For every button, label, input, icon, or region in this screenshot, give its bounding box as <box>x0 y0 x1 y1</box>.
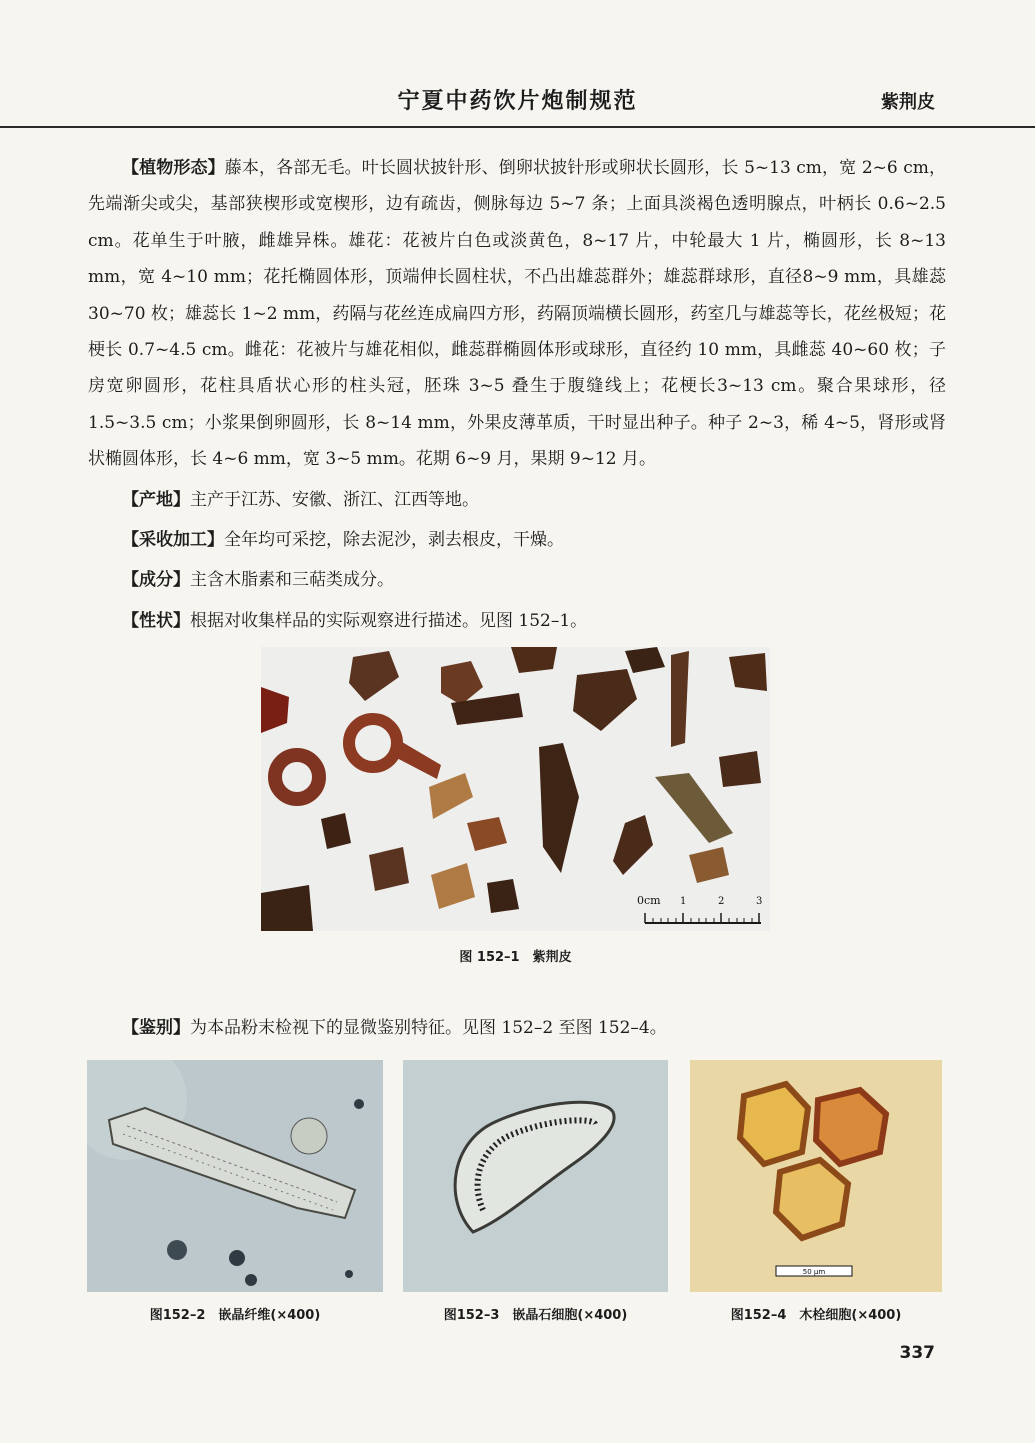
section-origin <box>88 482 946 518</box>
scale-bar-label: 50 μm <box>802 1268 826 1276</box>
drug-name-header: 紫荆皮 <box>881 92 935 113</box>
stone-cell-image <box>403 1060 668 1292</box>
figure-caption-micro-1: 图152–2 嵌晶纤维(×400) <box>149 1308 321 1323</box>
scale-tick-label: 2 <box>718 896 725 907</box>
figure-caption-main: 图 152–1 紫荆皮 <box>459 950 572 965</box>
body-text <box>88 150 946 639</box>
section-text: 藤本，各部无毛。叶长圆状披针形、倒卵状披针形或卵状长圆形，长 5~13 cm，宽 2~6 cm，先端渐尖或尖，基部狭楔形或宽楔形，边有疏齿，侧脉每边 5~7 条；上面具淡褐色透明腺点，叶柄长 0.6~2.5 cm。花单生于叶腋，雌雄异株。雄花：花被片白色或淡黄色，8~17 片，中轮最大 1 片，椭圆形，长 8~13 mm，宽 4~10 mm；花托椭圆体形，顶端伸长圆柱状，不凸出雄蕊群外；雄蕊群球形，直径8~9 mm，具雄蕊 30~70 枚；雄蕊长 1~2 mm，药隔与花丝连成扁四方形，药隔顶端横长圆形，药室几与雄蕊等长，花丝极短；花梗长 0.7~4.5 cm。雌花：花被片与雄花相似，雌蕊群椭圆体形或球形，直径约 10 mm，具雌蕊 40~60 枚；子房宽卵圆形，花柱具盾状心形的柱头冠，胚珠 3~5 叠生于腹缝线上；花梗长3~13 cm。聚合果球形，径 1.5~3.5 cm；小浆果倒卵圆形，长 8~14 mm，外果皮薄革质，干时显出种子。种子 2~3，稀 4~5，肾形或肾状椭圆体形，长 4~6 mm，宽 3~5 mm。花期 6~9 月，果期 9~12 月。 <box>88 158 947 470</box>
page-number: 337 <box>899 1343 935 1363</box>
cork-cells-image <box>690 1060 942 1292</box>
book-title: 宁夏中药饮片炮制规范 <box>397 89 638 114</box>
page-header <box>0 0 1035 128</box>
figure-bark-pieces <box>261 647 770 931</box>
section-label: 【性状】 <box>122 610 190 631</box>
section-identification <box>88 1013 946 1043</box>
section-text: 主产于江苏、安徽、浙江、江西等地。 <box>190 489 479 510</box>
bark-pieces-photo <box>261 647 770 931</box>
section-label: 【产地】 <box>122 489 190 510</box>
figure-caption-micro-3: 图152–4 木栓细胞(×400) <box>730 1308 902 1323</box>
crystal-fiber-image <box>87 1060 383 1292</box>
bark-piece <box>261 885 313 931</box>
bark-piece <box>729 653 767 691</box>
bark-piece <box>511 647 557 673</box>
scale-tick-label: 1 <box>680 896 687 907</box>
micrograph-cork-cells <box>690 1060 942 1292</box>
micrograph-crystal-fiber <box>87 1060 383 1292</box>
bark-piece <box>369 847 409 891</box>
section-characteristics <box>88 603 946 639</box>
section-text: 为本品粉末检视下的显微鉴别特征。见图 152–2 至图 152–4。 <box>190 1018 667 1038</box>
section-components <box>88 562 946 598</box>
section-label: 【成分】 <box>122 570 190 591</box>
section-text: 主含木脂素和三萜类成分。 <box>190 570 394 591</box>
bark-piece <box>719 751 761 787</box>
section-text: 根据对收集样品的实际观察进行描述。见图 152–1。 <box>190 610 588 631</box>
section-plant-morphology <box>88 150 946 478</box>
section-label: 【鉴别】 <box>122 1018 190 1038</box>
micrograph-stone-cell <box>403 1060 668 1292</box>
figure-caption-micro-2: 图152–3 嵌晶石细胞(×400) <box>443 1308 628 1323</box>
scale-unit: 0cm <box>637 894 661 907</box>
section-harvest <box>88 522 946 558</box>
scale-tick-label: 3 <box>756 896 763 907</box>
section-text: 全年均可采挖，除去泥沙，剥去根皮，干燥。 <box>224 530 564 551</box>
section-label: 【采收加工】 <box>122 530 224 551</box>
section-label: 【植物形态】 <box>122 158 225 178</box>
